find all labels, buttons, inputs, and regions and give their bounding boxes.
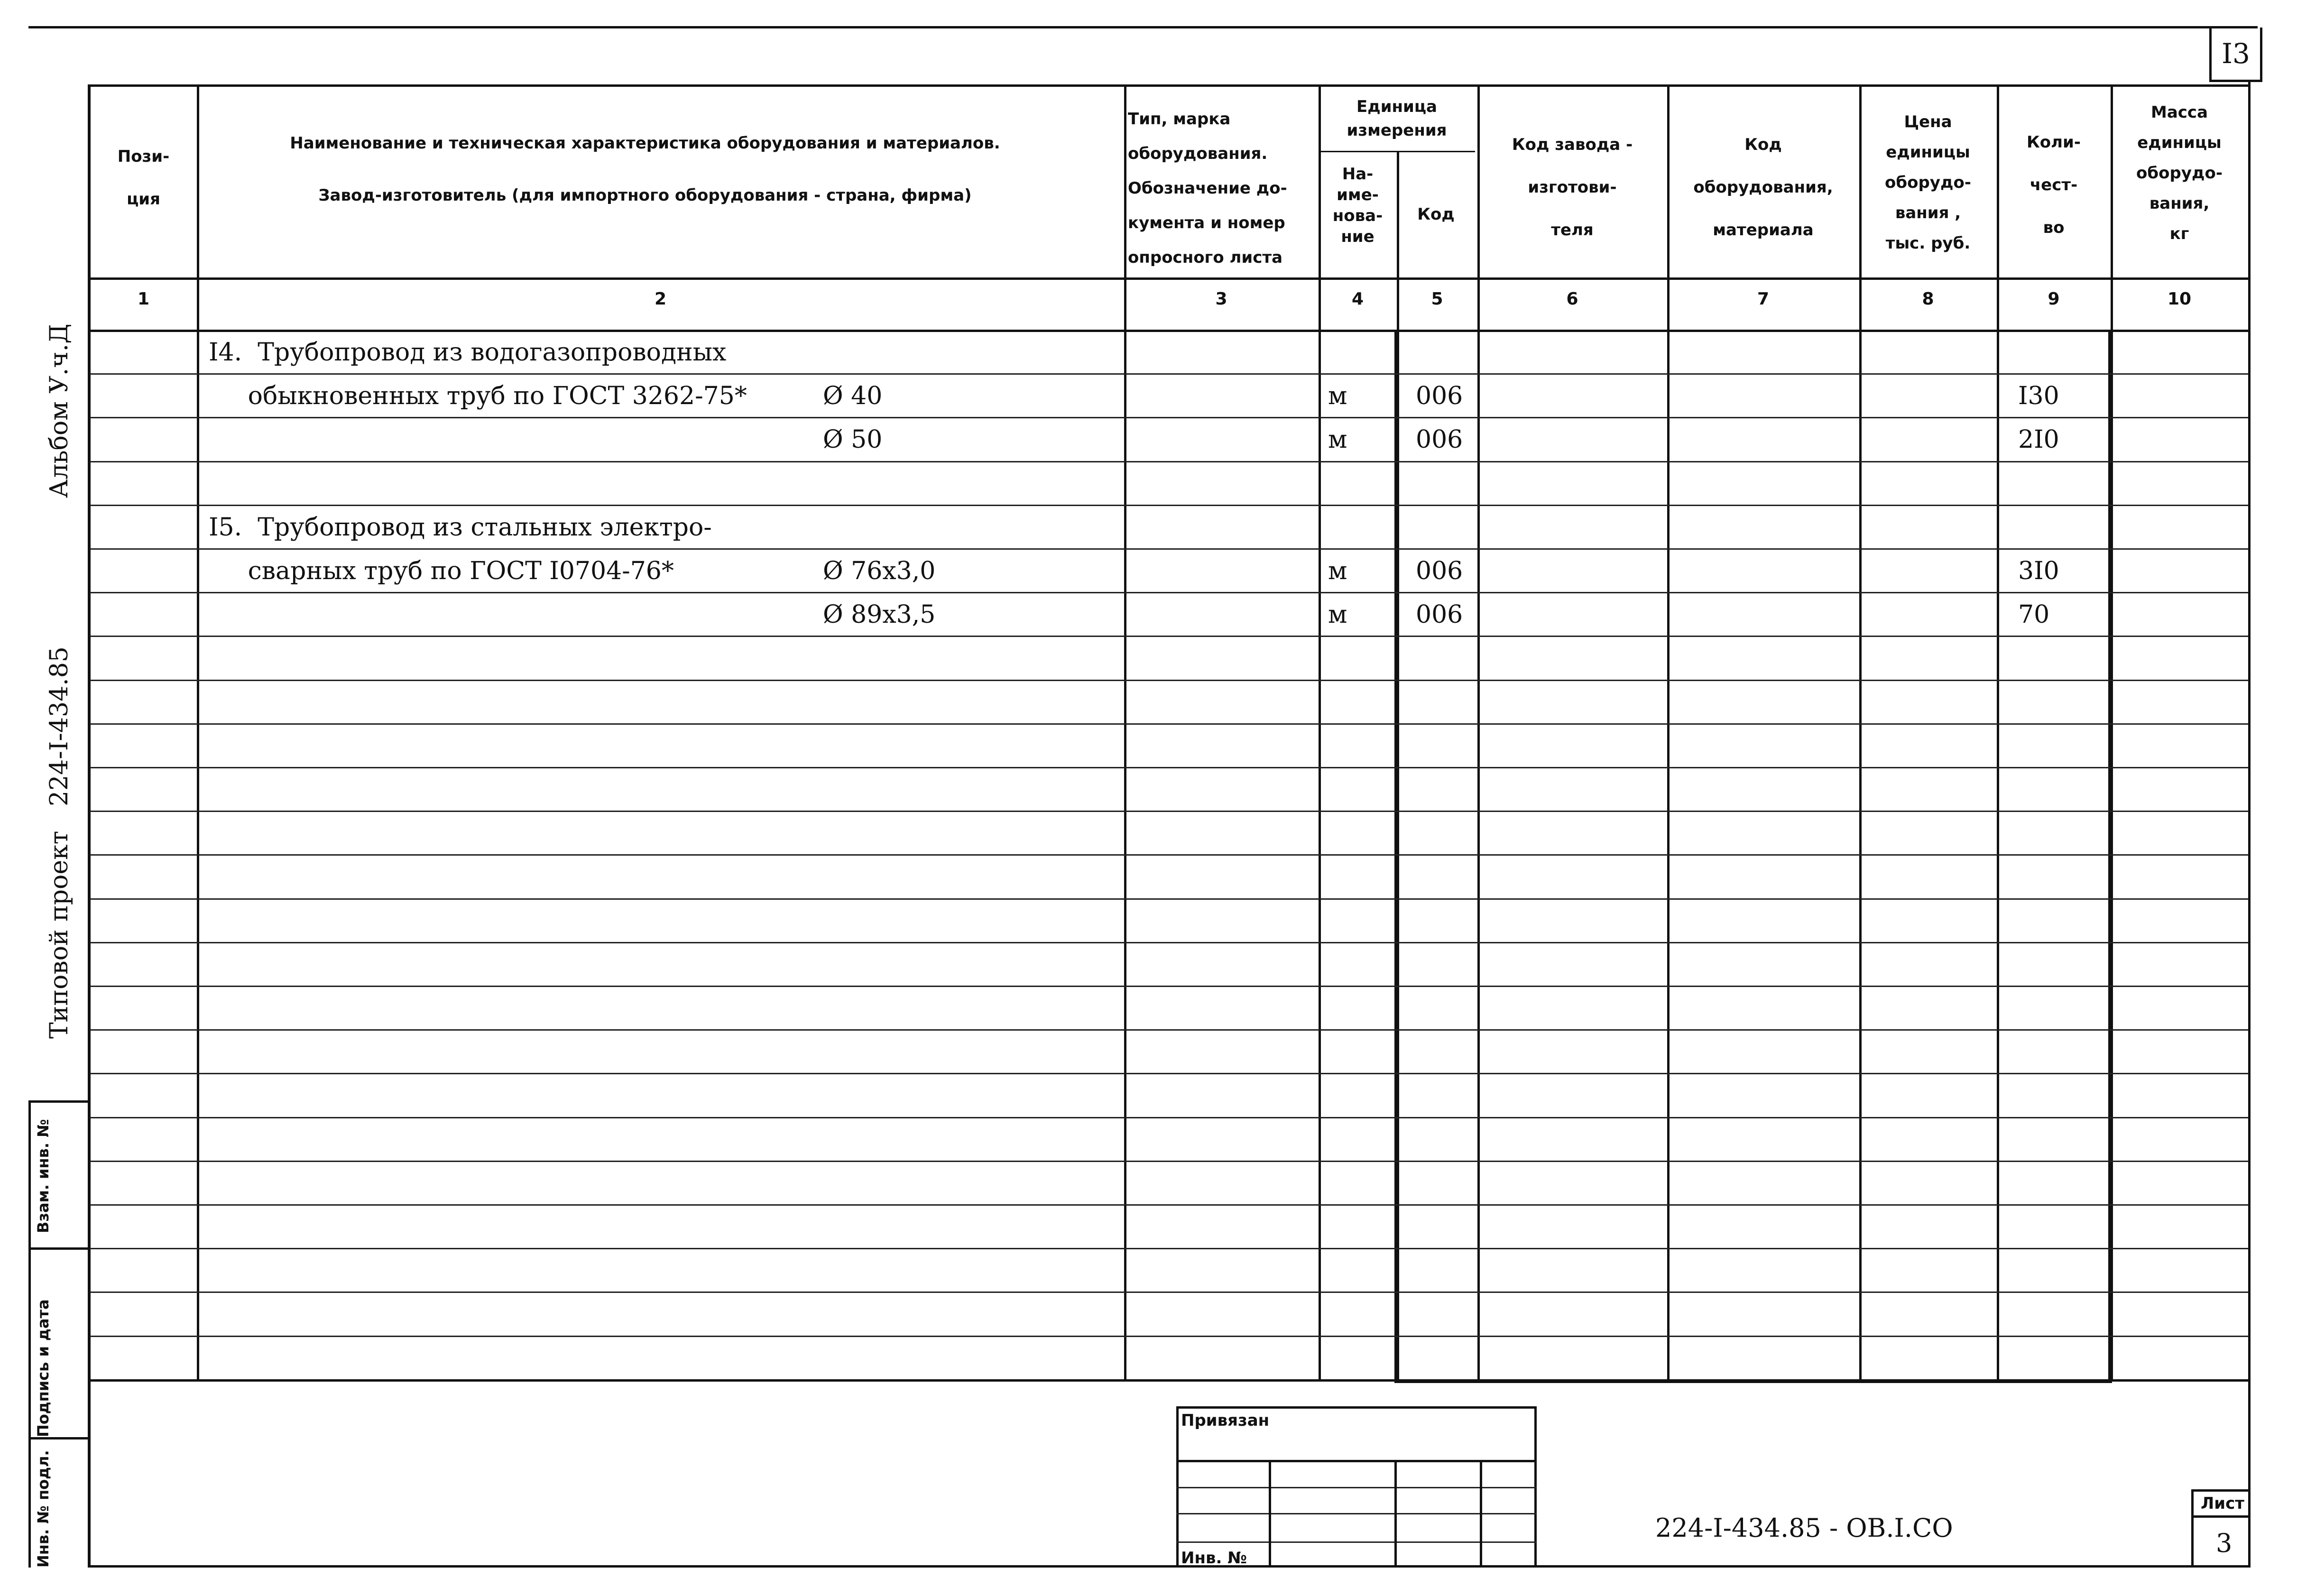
row-name: обыкновенных труб по ГОСТ 3262-75* <box>209 382 747 410</box>
title-block-row <box>1176 1460 1537 1462</box>
list-box-top <box>2191 1489 2251 1492</box>
row-name: I4. Трубопровод из водогазопроводных <box>209 338 727 367</box>
header-unit-code: Код <box>1417 205 1455 224</box>
column-number: 5 <box>1431 289 1443 309</box>
header-top-line <box>88 84 2251 87</box>
side-label-sign-date: Подпись и дата <box>34 1299 52 1437</box>
row-line <box>90 548 2248 550</box>
row-line <box>90 942 2248 943</box>
row-unit-code: 006 <box>1416 382 1463 410</box>
row-size: Ø 40 <box>823 382 883 410</box>
title-block-top <box>1176 1406 1537 1409</box>
row-line <box>90 1029 2248 1031</box>
row-size: Ø 89x3,5 <box>823 600 936 629</box>
header-position: Пози- ция <box>117 147 170 209</box>
row-size: Ø 50 <box>823 425 883 454</box>
row-unit: м <box>1328 425 1347 454</box>
row-line <box>90 636 2248 637</box>
row-line <box>90 1073 2248 1074</box>
list-box-left <box>2191 1489 2194 1568</box>
side-label-inv-vzam: Взам. инв. № <box>34 1119 52 1233</box>
row-quantity: 3I0 <box>2018 557 2059 585</box>
row-name: I5. Трубопровод из стальных электро- <box>209 513 712 542</box>
header-unit-name: На- име- нова- ние <box>1332 165 1383 246</box>
row-quantity: I30 <box>2018 382 2059 410</box>
column-number: 10 <box>2167 289 2192 309</box>
row-unit-code: 006 <box>1416 557 1463 585</box>
row-line <box>90 811 2248 812</box>
column-divider <box>1477 84 1480 1379</box>
header-factory-code: Код завода - изготови- теля <box>1512 135 1633 240</box>
column-number: 4 <box>1351 289 1364 309</box>
title-inv-no: Инв. № <box>1181 1549 1247 1568</box>
row-line <box>90 854 2248 856</box>
column-number: 6 <box>1566 289 1578 309</box>
row-line <box>90 592 2248 593</box>
row-unit: м <box>1328 600 1347 629</box>
column-divider <box>1997 84 1999 1379</box>
column-divider <box>1667 84 1670 1379</box>
row-unit-code: 006 <box>1416 425 1463 454</box>
header-quantity: Коли- чест- во <box>2027 133 2081 237</box>
row-line <box>90 1248 2248 1249</box>
title-block-row <box>1176 1487 1537 1488</box>
side-label-project: Типовой проект <box>45 830 74 1039</box>
row-line <box>90 1117 2248 1118</box>
header-price: Цена единицы оборудо- вания , тыс. руб. <box>1885 112 1971 253</box>
row-line <box>90 767 2248 768</box>
header-bottom-line <box>88 277 2251 280</box>
row-line <box>90 1336 2248 1337</box>
row-unit: м <box>1328 382 1347 410</box>
title-list-number: 3 <box>2216 1528 2232 1558</box>
side-label-album: Альбом У.ч.Д <box>45 323 74 498</box>
title-block-row <box>1176 1541 1537 1543</box>
row-line <box>90 723 2248 725</box>
column-number: 8 <box>1922 289 1934 309</box>
list-box-mid <box>2191 1515 2251 1518</box>
row-line <box>90 505 2248 506</box>
side-label-project-code: 224-I-434.85 <box>45 646 74 806</box>
frame-bottom-line <box>88 1565 2251 1568</box>
row-line <box>90 1292 2248 1293</box>
row-line <box>90 417 2248 418</box>
column-number: 3 <box>1215 289 1227 309</box>
title-block-col <box>1394 1460 1397 1568</box>
column-number: 9 <box>2048 289 2060 309</box>
row-unit: м <box>1328 557 1347 585</box>
row-line <box>90 461 2248 462</box>
column-divider <box>1859 84 1862 1379</box>
row-size: Ø 76x3,0 <box>823 557 936 585</box>
row-line <box>90 1161 2248 1162</box>
column-number: 7 <box>1757 289 1770 309</box>
title-privyazan: Привязан <box>1181 1411 1270 1430</box>
title-doc-code: 224-I-434.85 - ОВ.I.СО <box>1655 1513 1953 1543</box>
row-unit-code: 006 <box>1416 600 1463 629</box>
column-number: 1 <box>137 289 150 309</box>
header-name-line1: Наименование и техническая характеристика оборудования и материалов. <box>290 134 1000 153</box>
column-divider <box>197 84 199 1379</box>
column-number: 2 <box>654 289 667 309</box>
row-quantity: 2I0 <box>2018 425 2059 454</box>
stamp-divider <box>28 1100 90 1103</box>
side-label-inv-podl: Инв. № подл. <box>34 1450 52 1568</box>
title-list-label: Лист <box>2201 1494 2244 1513</box>
title-block-col <box>1269 1460 1271 1568</box>
column-divider <box>1124 84 1126 1379</box>
row-line <box>90 986 2248 987</box>
header-name-line2: Завод-изготовитель (для импортного оборудования - страна, фирма) <box>318 186 972 205</box>
row-line <box>90 680 2248 681</box>
numbers-bottom-line <box>88 330 2251 332</box>
stamp-left-line <box>28 1100 31 1568</box>
table-bottom-line <box>90 1379 2248 1382</box>
title-block-row <box>1176 1513 1537 1514</box>
header-equipment-code: Код оборудования, материала <box>1693 135 1833 240</box>
row-quantity: 70 <box>2018 600 2050 629</box>
stamp-divider <box>28 1437 90 1439</box>
row-line <box>90 898 2248 900</box>
title-block-col <box>1480 1460 1482 1568</box>
sheet-number-top: I3 <box>2209 28 2262 82</box>
header-type: Тип, марка оборудования. Обозначение до- кумента и номер опросного листа <box>1128 110 1287 267</box>
frame-right-line <box>2248 80 2251 1568</box>
header-mass: Масса единицы оборудо- вания, кг <box>2136 103 2223 243</box>
row-name: сварных труб по ГОСТ I0704-76* <box>209 557 674 585</box>
header-unit: Единица измерения <box>1347 97 1447 140</box>
row-line <box>90 373 2248 375</box>
row-line <box>90 1204 2248 1206</box>
stamp-divider <box>28 1247 90 1250</box>
column-divider <box>1319 84 1321 1379</box>
